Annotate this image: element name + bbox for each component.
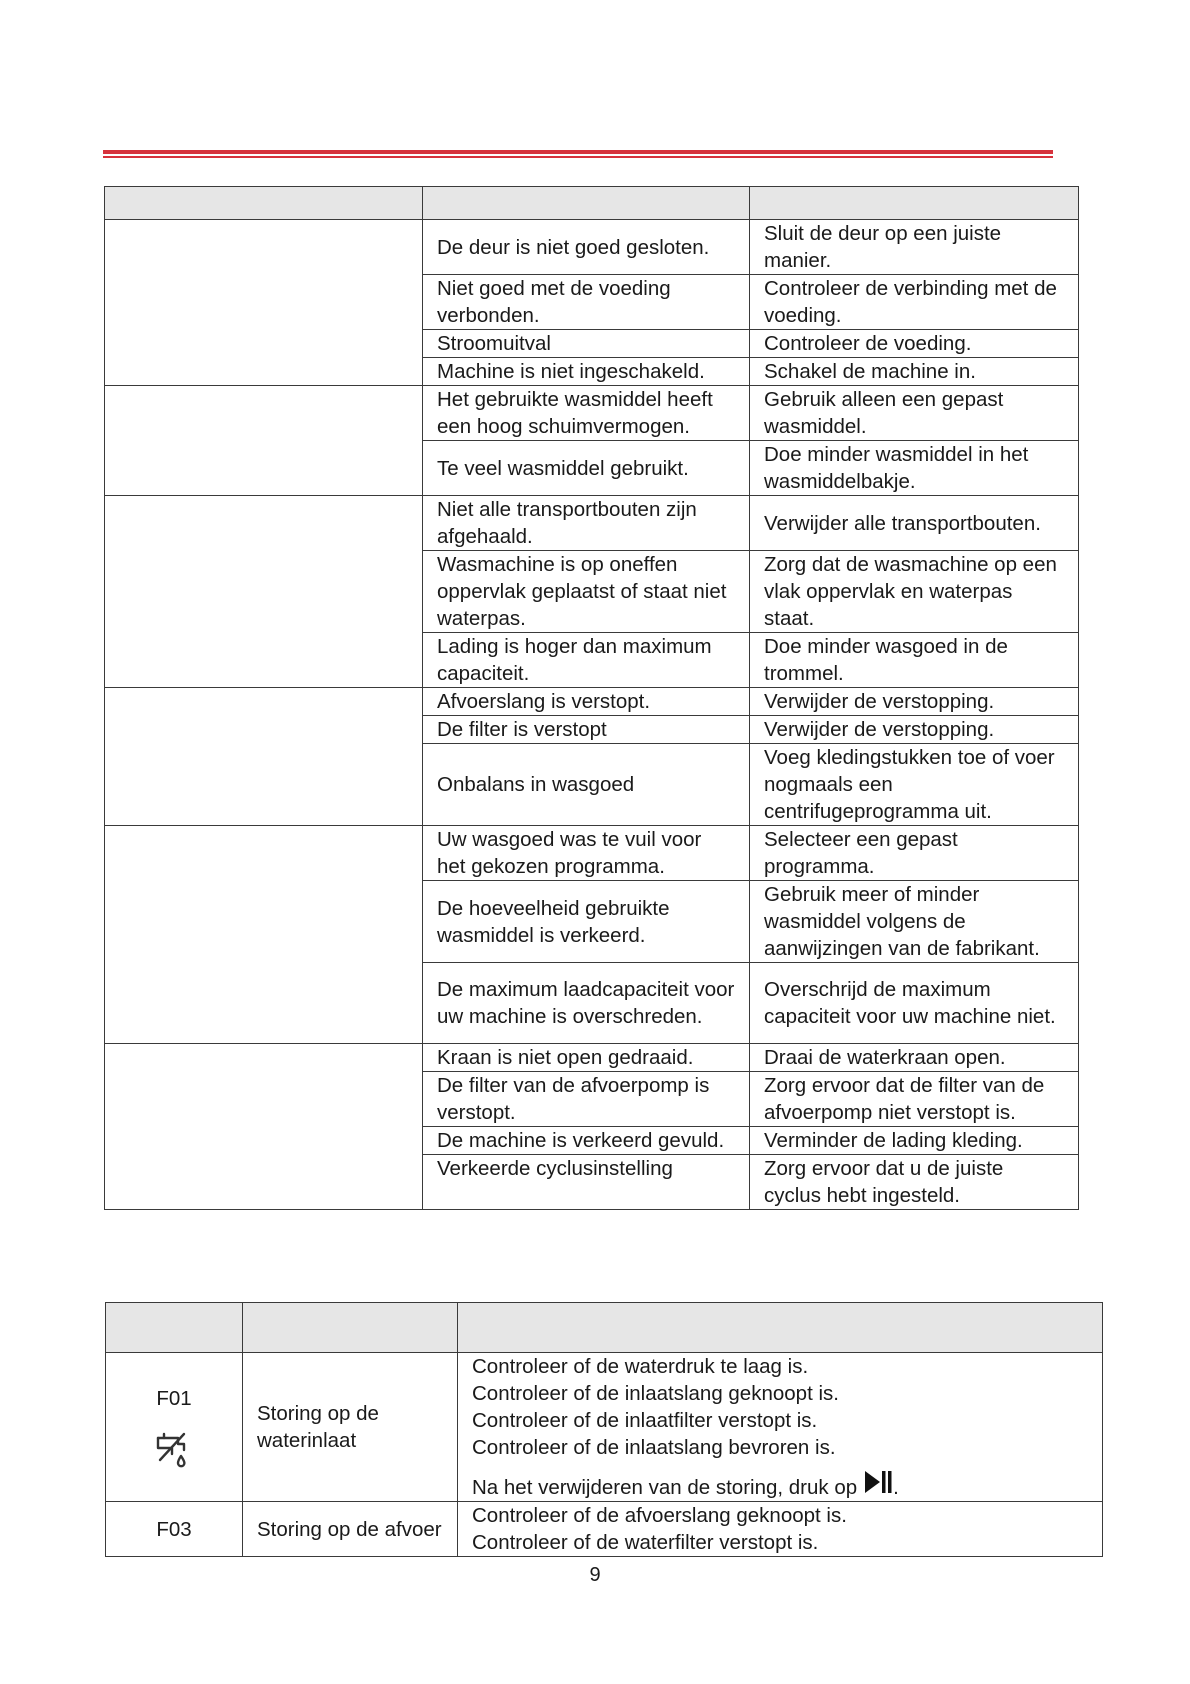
table-header-row (105, 187, 1079, 220)
cause-cell: Niet goed met de voeding verbonden. (423, 275, 750, 330)
final-suffix: . (893, 1476, 899, 1499)
table-row (105, 220, 1079, 275)
error-check-cell (458, 1353, 1103, 1502)
error-code: F01 (156, 1386, 192, 1410)
error-description-cell: Storing op de waterinlaat (243, 1353, 458, 1502)
cause-cell: De filter is verstopt (423, 716, 750, 744)
check-line: Controleer of de waterdruk te laag is. (472, 1355, 809, 1378)
solution-cell: Verwijder de verstopping. (750, 716, 1079, 744)
cause-cell: Stroomuitval (423, 330, 750, 358)
solution-cell: Zorg ervoor dat de filter van de afvoerpomp niet verstopt is. (750, 1072, 1079, 1127)
cause-cell: Afvoerslang is verstopt. (423, 688, 750, 716)
solution-cell: Schakel de machine in. (750, 358, 1079, 386)
cause-cell: Lading is hoger dan maximum capaciteit. (423, 633, 750, 688)
cause-cell: De deur is niet goed gesloten. (423, 220, 750, 275)
table-row (106, 1502, 1103, 1557)
symptom-cell (105, 826, 423, 1044)
check-line: Controleer of de inlaatfilter verstopt is. (472, 1409, 818, 1432)
page-number: 9 (589, 1564, 601, 1586)
symptom-cell (105, 1044, 423, 1210)
check-line-final (472, 1468, 1088, 1501)
solution-cell: Doe minder wasmiddel in het wasmiddelbakje. (750, 441, 1079, 496)
cause-cell: Het gebruikte wasmiddel heeft een hoog schuimvermogen. (423, 386, 750, 441)
error-check-cell (458, 1502, 1103, 1557)
check-line: Controleer of de waterfilter verstopt is. (472, 1531, 819, 1554)
solution-cell: Verwijder de verstopping. (750, 688, 1079, 716)
solution-cell: Draai de waterkraan open. (750, 1044, 1079, 1072)
solution-cell: Verwijder alle transportbouten. (750, 496, 1079, 551)
solution-cell: Verminder de lading kleding. (750, 1127, 1079, 1155)
header-cell (105, 187, 423, 220)
solution-cell: Sluit de deur op een juiste manier. (750, 220, 1079, 275)
play-pause-icon (863, 1468, 893, 1498)
header-rule (103, 150, 1053, 154)
header-rule-thin (103, 156, 1053, 158)
solution-cell: Overschrijd de maximum capaciteit voor uw machine niet. (750, 963, 1079, 1044)
table-row (105, 496, 1079, 551)
cause-cell: Machine is niet ingeschakeld. (423, 358, 750, 386)
cause-cell: Verkeerde cyclusinstelling (423, 1155, 750, 1210)
header-cell (106, 1303, 243, 1353)
header-cell (243, 1303, 458, 1353)
final-text: Na het verwijderen van de storing, druk op (472, 1476, 858, 1499)
header-cell (458, 1303, 1103, 1353)
cause-cell: De filter van de afvoerpomp is verstopt. (423, 1072, 750, 1127)
solution-cell: Controleer de voeding. (750, 330, 1079, 358)
header-cell (423, 187, 750, 220)
table-row (105, 386, 1079, 441)
cause-cell: Niet alle transportbouten zijn afgehaald. (423, 496, 750, 551)
cause-cell: Kraan is niet open gedraaid. (423, 1044, 750, 1072)
solution-cell: Gebruik alleen een gepast wasmiddel. (750, 386, 1079, 441)
cause-cell: De hoeveelheid gebruikte wasmiddel is verkeerd. (423, 881, 750, 963)
solution-cell: Selecteer een gepast programma. (750, 826, 1079, 881)
error-code-table (105, 1302, 1103, 1557)
error-code: F03 (156, 1517, 192, 1541)
solution-cell: Controleer de verbinding met de voeding. (750, 275, 1079, 330)
table-row (106, 1353, 1103, 1502)
header-cell (750, 187, 1079, 220)
cause-cell: Wasmachine is op oneffen oppervlak geplaatst of staat niet waterpas. (423, 551, 750, 633)
solution-cell: Zorg ervoor dat u de juiste cyclus hebt ingesteld. (750, 1155, 1079, 1210)
symptom-cell (105, 688, 423, 826)
troubleshooting-table (104, 186, 1079, 1210)
symptom-cell (105, 386, 423, 496)
table-header-row (106, 1303, 1103, 1353)
error-code-cell (106, 1502, 243, 1557)
error-description-cell: Storing op de afvoer (243, 1502, 458, 1557)
table-row (105, 688, 1079, 716)
check-line: Controleer of de afvoerslang geknoopt is. (472, 1504, 847, 1527)
symptom-cell (105, 220, 423, 386)
error-code-cell (106, 1353, 243, 1502)
solution-cell: Zorg dat de wasmachine op een vlak oppervlak en waterpas staat. (750, 551, 1079, 633)
cause-cell: Uw wasgoed was te vuil voor het gekozen programma. (423, 826, 750, 881)
cause-cell: Te veel wasmiddel gebruikt. (423, 441, 750, 496)
check-line: Controleer of de inlaatslang geknoopt is. (472, 1382, 839, 1405)
table-row (105, 1044, 1079, 1072)
solution-cell: Voeg kledingstukken toe of voer nogmaals een centrifugeprogramma uit. (750, 744, 1079, 826)
cause-cell: De machine is verkeerd gevuld. (423, 1127, 750, 1155)
cause-cell: Onbalans in wasgoed (423, 744, 750, 826)
cause-cell: De maximum laadcapaciteit voor uw machine is overschreden. (423, 963, 750, 1044)
solution-cell: Gebruik meer of minder wasmiddel volgens de aanwijzingen van de fabrikant. (750, 881, 1079, 963)
table-row (105, 826, 1079, 881)
check-line: Controleer of de inlaatslang bevroren is. (472, 1436, 836, 1459)
water-tap-warning-icon (154, 1430, 194, 1470)
solution-cell: Doe minder wasgoed in de trommel. (750, 633, 1079, 688)
symptom-cell (105, 496, 423, 688)
